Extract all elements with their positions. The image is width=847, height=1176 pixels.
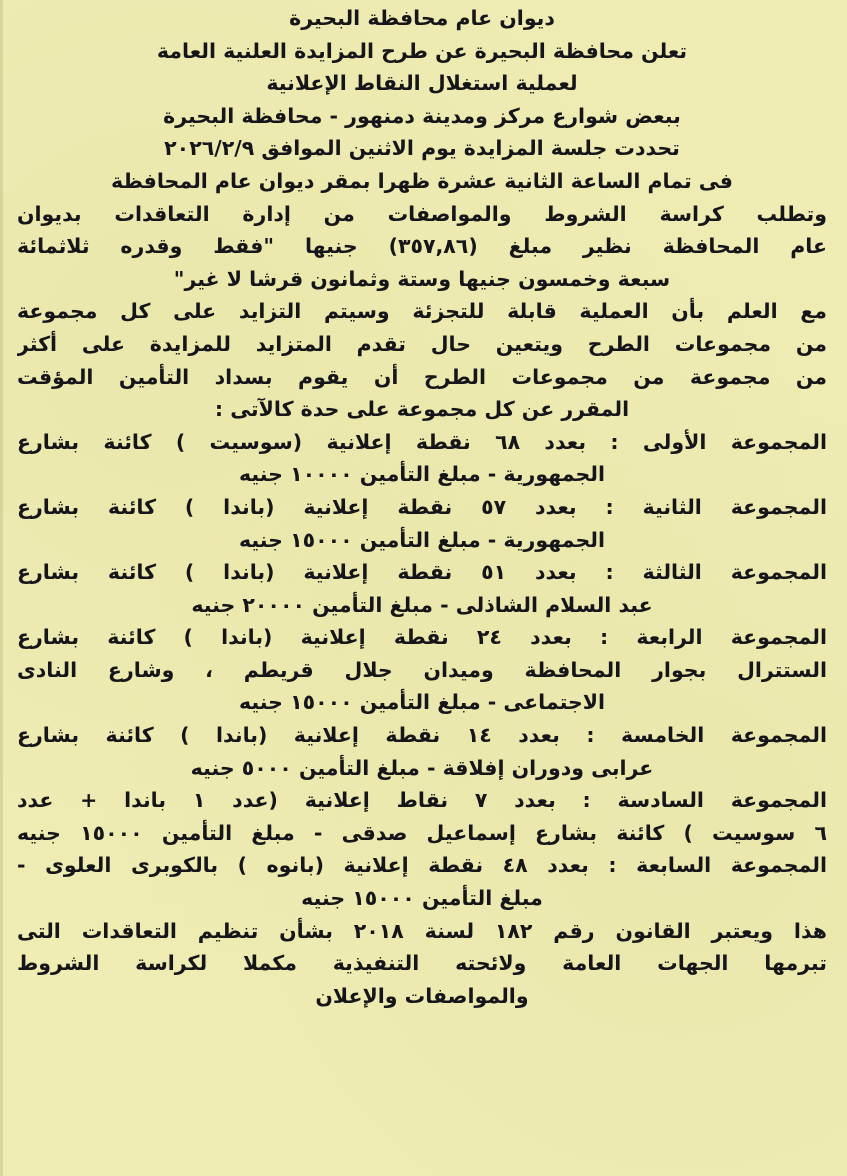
group-3-line: المجموعة الثالثة : بعدد ٥١ نقطة إعلانية (باندا ) كائنة بشارع — [17, 560, 827, 585]
notice-line: من مجموعات الطرح ويتعين حال تقدم المتزايد للمزايدة على أكثر — [17, 331, 827, 356]
group-1-line: المجموعة الأولى : بعدد ٦٨ نقطة إعلانية (سوسيت ) كائنة بشارع — [17, 429, 827, 454]
session-date-line: تحددت جلسة المزايدة يوم الاثنين الموافق ٢٠٢٦/٢/٩ — [164, 136, 680, 161]
group-7-line: المجموعة السابعة : بعدد ٤٨ نقطة إعلانية (بانوه ) بالكوبرى العلوى - — [17, 853, 827, 878]
notice-line: وتطلب كراسة الشروط والمواصفات من إدارة التعاقدات بديوان — [17, 201, 827, 226]
notice-line: سبعة وخمسون جنيها وستة وثمانون قرشا لا غير" — [173, 266, 671, 291]
group-5-deposit: عرابى ودوران إفلاقة - مبلغ التأمين ٥٠٠٠ جنيه — [190, 755, 654, 780]
group-1-deposit: الجمهورية - مبلغ التأمين ١٠٠٠٠ جنيه — [238, 462, 605, 487]
group-6-deposit: ٦ سوسيت ) كائنة بشارع إسماعيل صدقى - مبلغ التأمين ١٥٠٠٠ جنيه — [17, 820, 827, 845]
notice-line: لعملية استغلال النقاط الإعلانية — [266, 71, 578, 96]
auction-notice — [17, 2, 827, 1012]
closing-line: والمواصفات والإعلان — [315, 983, 529, 1008]
group-4-line: المجموعة الرابعة : بعدد ٢٤ نقطة إعلانية (باندا ) كائنة بشارع — [17, 625, 827, 650]
notice-line: من مجموعة من مجموعات الطرح أن يقوم بسداد التأمين المؤقت — [17, 364, 827, 389]
group-4-line: الستترال بجوار المحافظة وميدان جلال قريطم ، وشارع النادى — [17, 657, 827, 682]
group-4-deposit: الاجتماعى - مبلغ التأمين ١٥٠٠٠ جنيه — [238, 690, 606, 715]
group-7-deposit: مبلغ التأمين ١٥٠٠٠ جنيه — [301, 886, 543, 911]
group-5-line: المجموعة الخامسة : بعدد ١٤ نقطة إعلانية (باندا ) كائنة بشارع — [17, 723, 827, 748]
group-3-deposit: عبد السلام الشاذلى - مبلغ التأمين ٢٠٠٠٠ جنيه — [191, 592, 653, 617]
notice-line: عام المحافظة نظير مبلغ (٣٥٧,٨٦) جنيها "فقط وقدره ثلاثمائة — [17, 234, 827, 259]
group-2-deposit: الجمهورية - مبلغ التأمين ١٥٠٠٠ جنيه — [238, 527, 605, 552]
notice-heading: ديوان عام محافظة البحيرة — [289, 6, 555, 30]
notice-line: المقرر عن كل مجموعة على حدة كالآتى : — [214, 397, 630, 422]
group-6-line: المجموعة السادسة : بعدد ٧ نقاط إعلانية (عدد ١ باندا + عدد — [17, 788, 827, 813]
closing-line: هذا ويعتبر القانون رقم ١٨٢ لسنة ٢٠١٨ بشأن تنظيم التعاقدات التى — [17, 918, 827, 943]
group-2-line: المجموعة الثانية : بعدد ٥٧ نقطة إعلانية (باندا ) كائنة بشارع — [17, 494, 827, 519]
notice-line: تعلن محافظة البحيرة عن طرح المزايدة العلنية العامة — [156, 38, 688, 63]
notice-line: ببعض شوارع مركز ومدينة دمنهور - محافظة البحيرة — [163, 103, 681, 128]
notice-line: فى تمام الساعة الثانية عشرة ظهرا بمقر ديوان عام المحافظة — [111, 168, 733, 193]
closing-line: تبرمها الجهات العامة ولائحته التنفيذية مكملا لكراسة الشروط — [17, 951, 827, 976]
notice-line: مع العلم بأن العملية قابلة للتجزئة وسيتم التزايد على كل مجموعة — [17, 299, 827, 324]
